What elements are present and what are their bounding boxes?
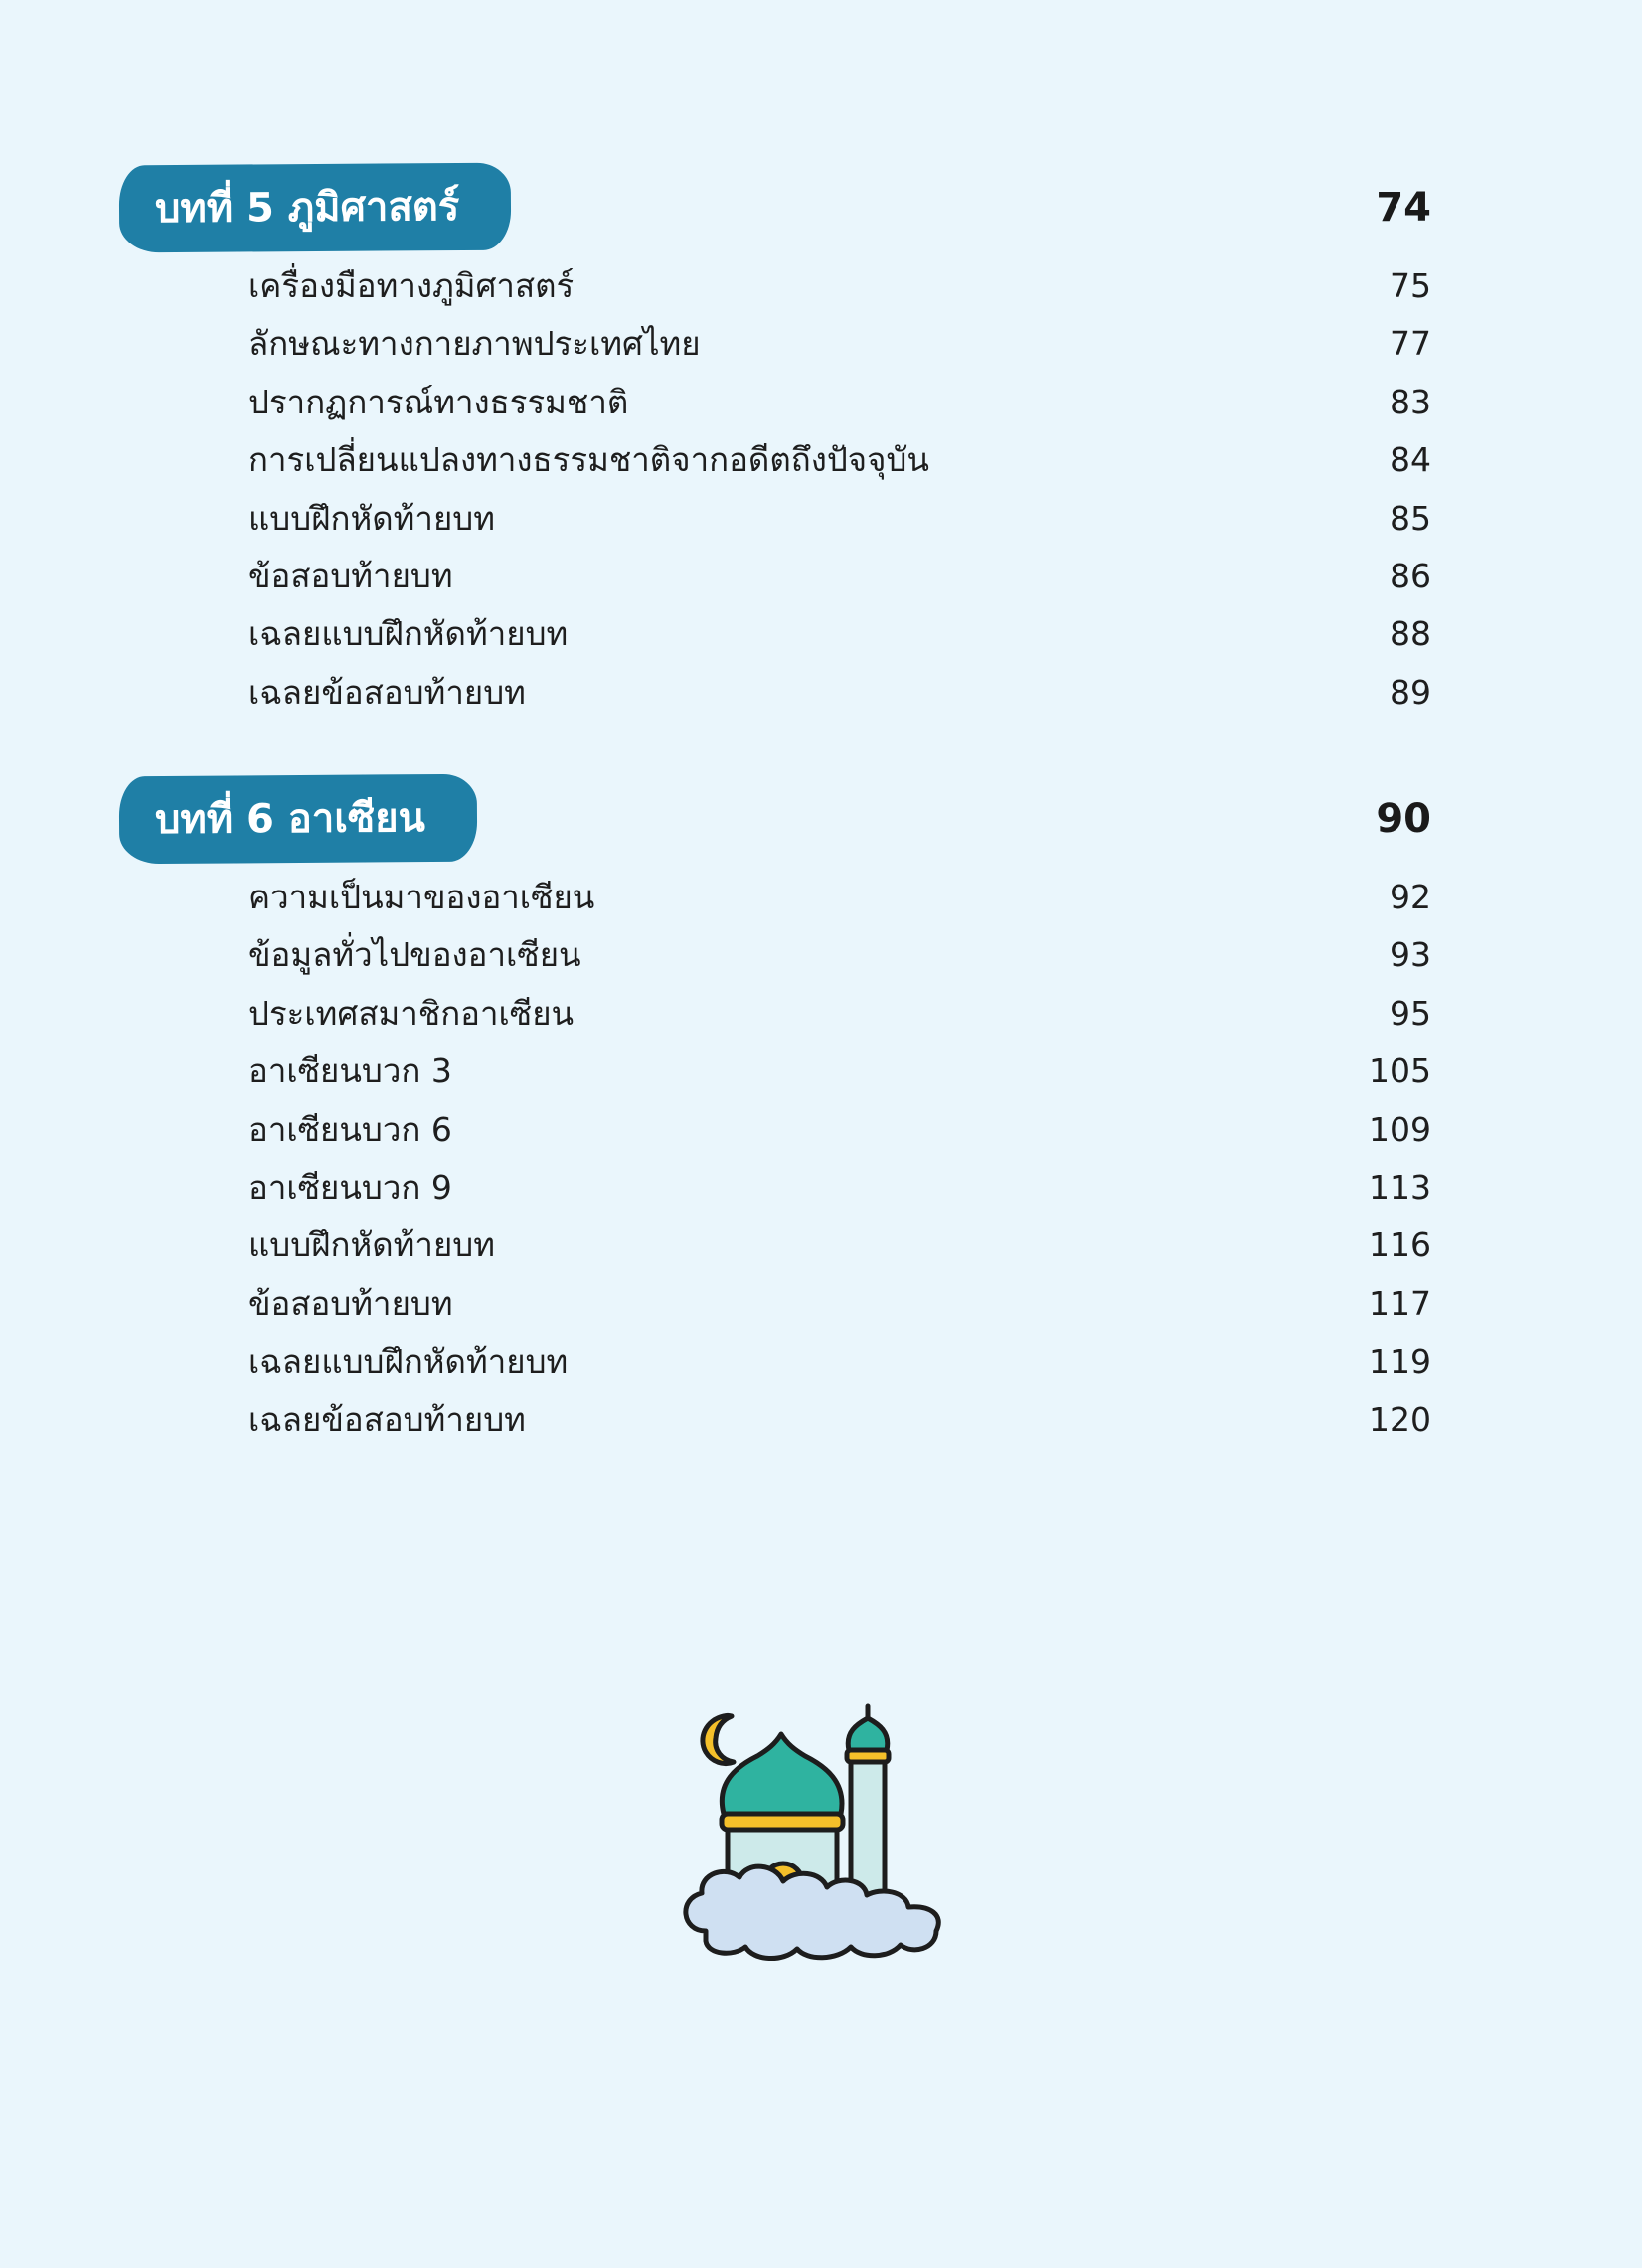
toc-entry-page: 120: [1369, 1399, 1431, 1439]
toc-entry-page: 75: [1390, 266, 1431, 305]
toc-entry[interactable]: [248, 374, 1431, 431]
toc-entry[interactable]: [248, 315, 1431, 373]
toc-entry[interactable]: [248, 257, 1431, 315]
toc-entry-title: อาเซียนบวก 9: [248, 1167, 452, 1207]
toc-entry-title: ความเป็นมาของอาเซียน: [248, 878, 595, 916]
toc-entry-page: 109: [1369, 1109, 1431, 1149]
chapter-6-section: [119, 775, 1431, 1449]
toc-entry-page: 92: [1390, 878, 1431, 916]
toc-entry-title: ข้อสอบท้ายบท: [248, 556, 453, 595]
toc-entry-page: 117: [1369, 1283, 1431, 1323]
chapter-5-section: [119, 164, 1431, 722]
toc-entry-page: 83: [1390, 382, 1431, 421]
toc-entry-title: แบบฝึกหัดท้ายบท: [248, 498, 495, 538]
chapter-6-title[interactable]: บทที่ 6 อาเซียน: [119, 774, 478, 865]
mosque-on-cloud-icon: [676, 1695, 964, 1963]
chapter-6-entries: [119, 869, 1431, 1449]
chapter-header: [119, 775, 1431, 867]
toc-entry-page: 85: [1390, 498, 1431, 538]
toc-entry[interactable]: [248, 1101, 1431, 1159]
toc-entry-title: แบบฝึกหัดท้ายบท: [248, 1225, 495, 1265]
toc-entry[interactable]: [248, 431, 1431, 489]
toc-entry-title: การเปลี่ยนแปลงทางธรรมชาติจากอดีตถึงปัจจุบัน: [248, 440, 929, 480]
toc-entry[interactable]: [248, 664, 1431, 722]
toc-entry[interactable]: [248, 1391, 1431, 1449]
toc-entry[interactable]: [248, 985, 1431, 1043]
toc-entry-title: เฉลยแบบฝึกหัดท้ายบท: [248, 1342, 569, 1381]
toc-entry[interactable]: [248, 1275, 1431, 1333]
toc-entry-title: เฉลยข้อสอบท้ายบท: [248, 672, 526, 712]
toc-entry-page: 116: [1369, 1225, 1431, 1265]
cloud-shape: [686, 1866, 938, 1958]
toc-entry-page: 86: [1390, 556, 1431, 595]
toc-entry[interactable]: [248, 548, 1431, 605]
chapter-6-page-number: 90: [1376, 796, 1431, 842]
toc-entry[interactable]: [248, 490, 1431, 548]
toc-entry[interactable]: [248, 869, 1431, 926]
toc-entry-title: ประเทศสมาชิกอาเซียน: [248, 993, 575, 1033]
chapter-5-entries: [119, 257, 1431, 722]
toc-entry-title: ปรากฏการณ์ทางธรรมชาติ: [248, 382, 629, 421]
toc-entry-page: 95: [1390, 993, 1431, 1033]
toc-entry[interactable]: [248, 1043, 1431, 1100]
toc-entry-page: 105: [1369, 1052, 1431, 1091]
toc-entry[interactable]: [248, 1216, 1431, 1274]
crescent-moon-icon: [703, 1715, 734, 1763]
toc-entry-title: เฉลยแบบฝึกหัดท้ายบท: [248, 614, 569, 654]
toc-entry-page: 77: [1390, 324, 1431, 364]
toc-entry-title: อาเซียนบวก 3: [248, 1052, 452, 1091]
toc-entry[interactable]: [248, 1333, 1431, 1390]
toc-entry-title: ลักษณะทางกายภาพประเทศไทย: [248, 324, 701, 364]
toc-entry[interactable]: [248, 605, 1431, 663]
toc-entry-page: 89: [1390, 672, 1431, 712]
chapter-5-title[interactable]: บทที่ 5 ภูมิศาสตร์: [119, 163, 512, 253]
toc-entry-page: 113: [1369, 1167, 1431, 1207]
mosque-dome: [722, 1734, 842, 1814]
toc-entry-page: 119: [1369, 1342, 1431, 1381]
toc-entry-page: 84: [1390, 440, 1431, 480]
chapter-5-page-number: 74: [1376, 185, 1431, 231]
toc-entry[interactable]: [248, 1159, 1431, 1216]
chapter-header: [119, 164, 1431, 255]
minaret-dome: [848, 1718, 888, 1750]
toc-entry-title: ข้อสอบท้ายบท: [248, 1283, 453, 1323]
toc-entry[interactable]: [248, 926, 1431, 984]
toc-entry-page: 88: [1390, 614, 1431, 654]
toc-entry-title: อาเซียนบวก 6: [248, 1109, 452, 1149]
toc-entry-title: ข้อมูลทั่วไปของอาเซียน: [248, 935, 581, 975]
toc-entry-title: เฉลยข้อสอบท้ายบท: [248, 1399, 526, 1439]
toc-entry-page: 93: [1390, 935, 1431, 975]
toc-entry-title: เครื่องมือทางภูมิศาสตร์: [248, 266, 575, 305]
